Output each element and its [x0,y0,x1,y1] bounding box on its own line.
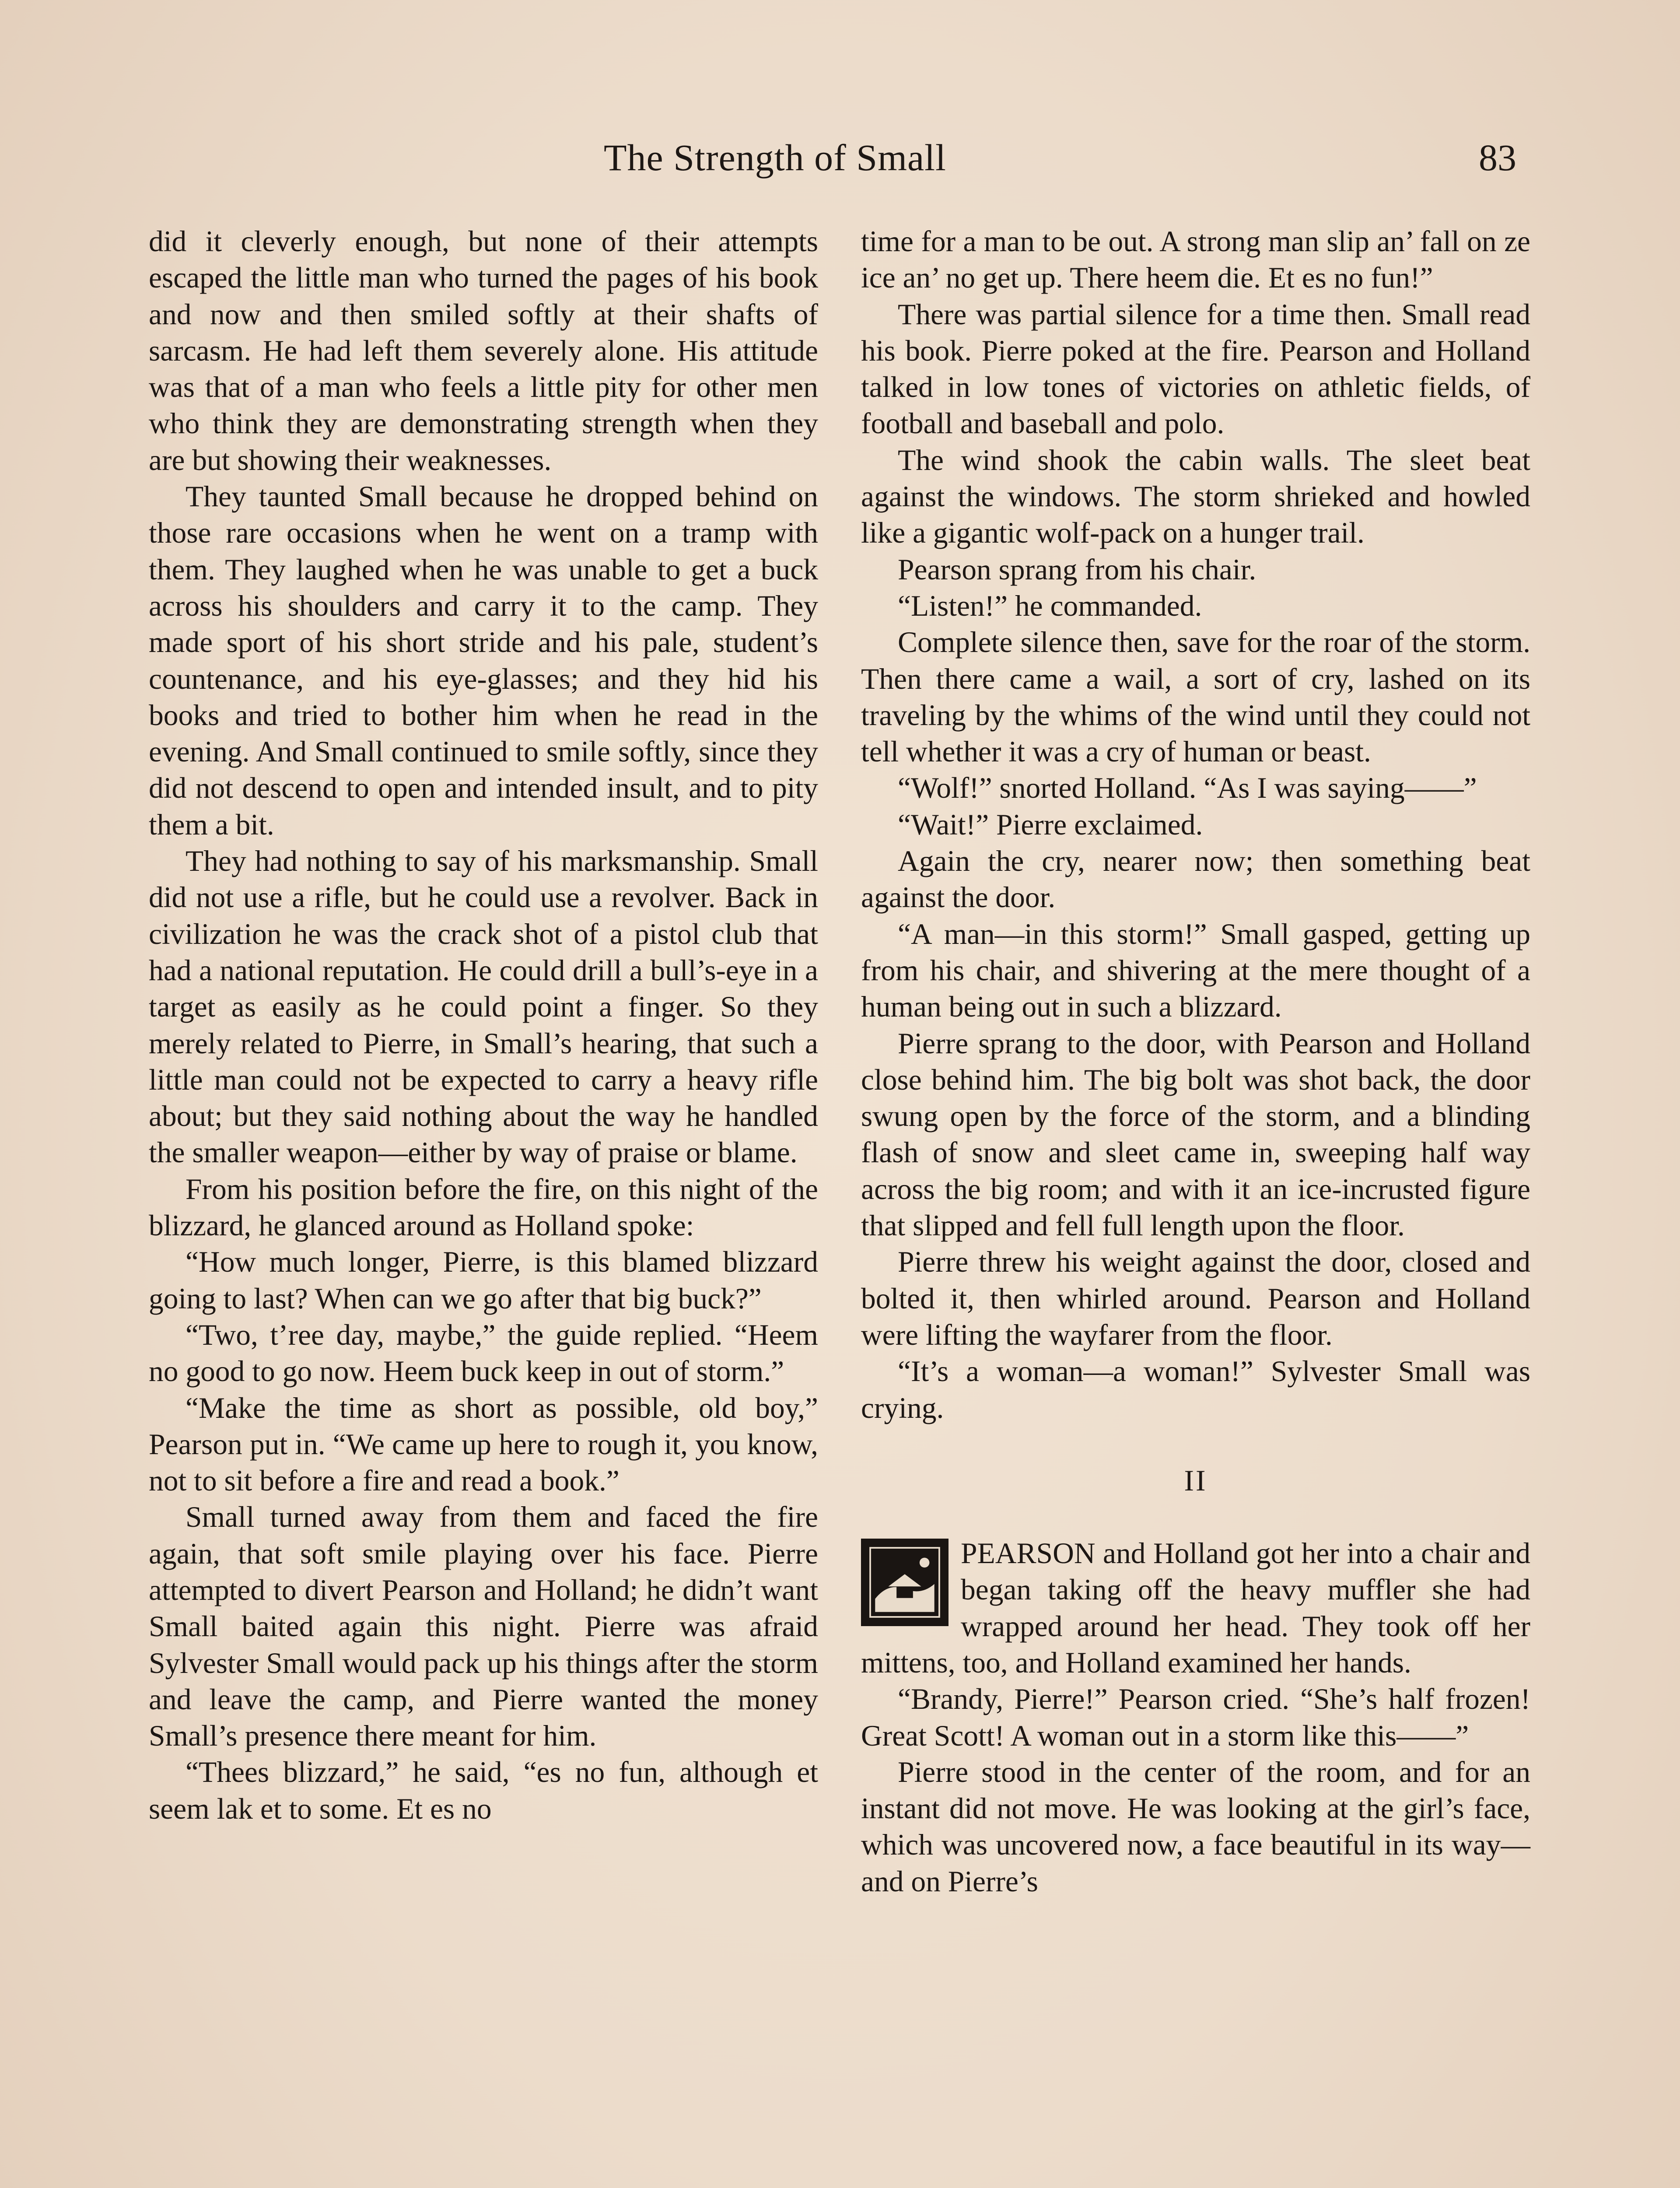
paragraph: The wind shook the cabin walls. The sleet beat against the windows. The storm shrieked and howled like a gigantic wolf-pack on a hunger trail. [861,443,1530,550]
paragraph: They had nothing to say of his marksmanship. Small did not use a rifle, but he could use a revolver. Back in civilization he was the crack shot of a pistol club that had a national reputation. He could drill a bull’s-eye in a target as easily as he could point a finger. So they merely related to Pierre, in Small’s hearing, that such a little man could not be expected to carry a heavy rifle about; but they said nothing about the way he handled the smaller weapon—either by way of praise or blame. [149,845,818,1169]
paragraph: did it cleverly enough, but none of their attempts escaped the little man who turned the pages of his book and now and then smiled softly at their shafts of sarcasm. He had left them severely alone. His attitude was that of a man who feels a little pity for other men who think they are demonstrating strength when they are but showing their weaknesses. [149,225,818,477]
paragraph: “A man—in this storm!” Small gasped, getting up from his chair, and shivering at the mere thought of a human being out in such a blizzard. [861,917,1530,1024]
paragraph: “Wait!” Pierre exclaimed. [898,808,1203,841]
paragraph: PEARSON and Holland got her into a chair and began taking off the heavy muffler she had wrapped around her head. They took off her mittens, too, and Holland examined her hands. [861,1537,1530,1679]
paragraph: “Listen!” he commanded. [898,589,1202,622]
running-title: The Strength of Small [604,137,946,179]
paragraph: “Wolf!” snorted Holland. “As I was saying——” [898,771,1477,805]
right-column [861,223,1530,1900]
page-number: 83 [1479,137,1516,179]
left-column [149,223,818,1827]
paragraph: From his position before the fire, on this night of the blizzard, he glanced around as Holland spoke: [149,1172,818,1242]
paragraph: Pierre sprang to the door, with Pearson and Holland close behind him. The big bolt was shot back, the door swung open by the force of the storm, and a blinding flash of snow and sleet came in, sweeping half way across the big room; and with it an ice-incrusted figure that slipped and fell full length upon the floor. [861,1027,1530,1242]
paragraph: Small turned away from them and faced the fire again, that soft smile playing over his face. Pierre attempted to divert Pearson and Holland; he didn’t want Small baited again this night. Pierre was afraid Sylvester Small would pack up his things after the storm and leave the camp, and Pierre wanted the money Small’s presence there meant for him. [149,1501,818,1753]
paragraph: Again the cry, nearer now; then something beat against the door. [861,845,1530,914]
paragraph: “It’s a woman—a woman!” Sylvester Small was crying. [861,1355,1530,1424]
paragraph: Pierre threw his weight against the door, closed and bolted it, then whirled around. Pearson and Holland were lifting the wayfarer from the floor. [861,1245,1530,1351]
paragraph: time for a man to be out. A strong man slip an’ fall on ze ice an’ no get up. There heem die. Et es no fun!” [861,225,1530,295]
paragraph: Pierre stood in the center of the room, and for an instant did not move. He was looking at the girl’s face, which was uncovered now, a face beautiful in its way—and on Pierre’s [861,1755,1530,1898]
paragraph: Complete silence then, save for the roar of the storm. Then there came a wail, a sort of cry, lashed on its traveling by the whims of the wind until they could not tell whether it was a cry of human or beast. [861,626,1530,768]
paragraph: They taunted Small because he dropped behind on those rare occasions when he went on a tramp with them. They laughed when he was unable to get a buck across his shoulders and carry it to the camp. They made sport of his short stride and his pale, student’s countenance, and his eye-glasses; and they hid his books and tried to bother him when he read in the evening. And Small continued to smile softly, since they did not descend to open and intended insult, and to pity them a bit. [149,480,818,841]
running-head [0,131,1680,184]
paragraph: “Thees blizzard,” he said, “es no fun, although et seem lak et to some. Et es no [149,1756,818,1825]
paragraph: “Brandy, Pierre!” Pearson cried. “She’s half frozen! Great Scott! A woman out in a storm like this——” [861,1683,1530,1752]
paragraph: “Two, t’ree day, maybe,” the guide replied. “Heem no good to go now. Heem buck keep in out of storm.” [149,1318,818,1388]
decorative-initial-icon [861,1539,948,1626]
paragraph: Pearson sprang from his chair. [898,553,1256,586]
paragraph: “Make the time as short as possible, old boy,” Pearson put in. “We came up here to rough it, you know, not to sit before a fire and read a book.” [149,1391,818,1497]
paragraph: “How much longer, Pierre, is this blamed blizzard going to last? When can we go after that big buck?” [149,1245,818,1315]
paragraph: There was partial silence for a time then. Small read his book. Pierre poked at the fire. Pearson and Holland talked in low tones of victories on athletic fields, of football and baseball and polo. [861,298,1530,440]
section-number: II [1184,1464,1208,1497]
